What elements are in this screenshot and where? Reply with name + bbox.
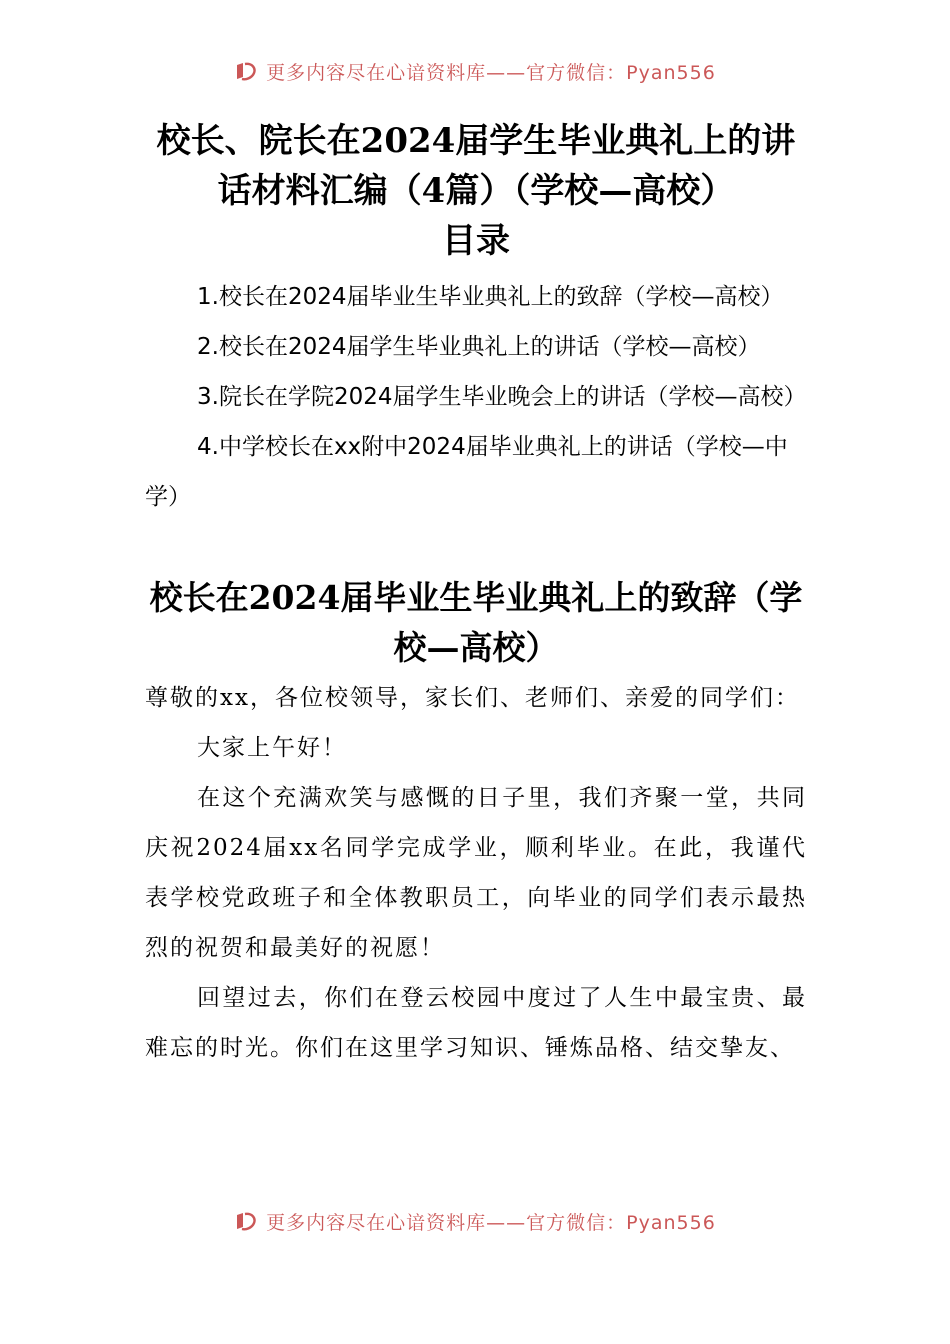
document-title: 校长、院长在2024届学生毕业典礼上的讲话材料汇编（4篇）（学校—高校） <box>156 121 796 211</box>
toc-item[interactable]: 2.校长在2024届学生毕业典礼上的讲话（学校—高校） <box>197 334 761 360</box>
article-paragraph: 大家上午好！ <box>197 735 347 761</box>
toc-item[interactable]: 4.中学校长在xx附中2024届毕业典礼上的讲话（学校—中学） <box>145 434 788 510</box>
article-paragraph: 在这个充满欢笑与感慨的日子里，我们齐聚一堂，共同庆祝2024届xx名同学完成学业，顺利毕业。在此，我谨代表学校党政班子和全体教职员工，向毕业的同学们表示最热烈的祝贺和最美好的祝愿！ <box>145 785 807 961</box>
watermark-footer <box>0 1206 950 1236</box>
toc-heading: 目录 <box>442 221 510 261</box>
brand-logo-icon <box>234 59 258 83</box>
document-page <box>145 116 807 1073</box>
article-salutation: 尊敬的xx，各位校领导，家长们、老师们、亲爱的同学们： <box>145 685 800 711</box>
watermark-header <box>0 56 950 86</box>
toc-item[interactable]: 3.院长在学院2024届学生毕业晚会上的讲话（学校—高校） <box>197 384 807 410</box>
brand-logo-icon <box>234 1209 258 1233</box>
article-paragraph: 回望过去，你们在登云校园中度过了人生中最宝贵、最难忘的时光。你们在这里学习知识、锤炼品格、结交挚友、 <box>145 985 807 1061</box>
article-title: 校长在2024届毕业生毕业典礼上的致辞（学校—高校） <box>149 578 803 667</box>
table-of-contents <box>145 272 807 522</box>
toc-item[interactable]: 1.校长在2024届毕业生毕业典礼上的致辞（学校—高校） <box>197 284 784 310</box>
watermark-text: 更多内容尽在心谙资料库——官方微信：Pyan556 <box>266 1211 716 1234</box>
watermark-text: 更多内容尽在心谙资料库——官方微信：Pyan556 <box>266 61 716 84</box>
